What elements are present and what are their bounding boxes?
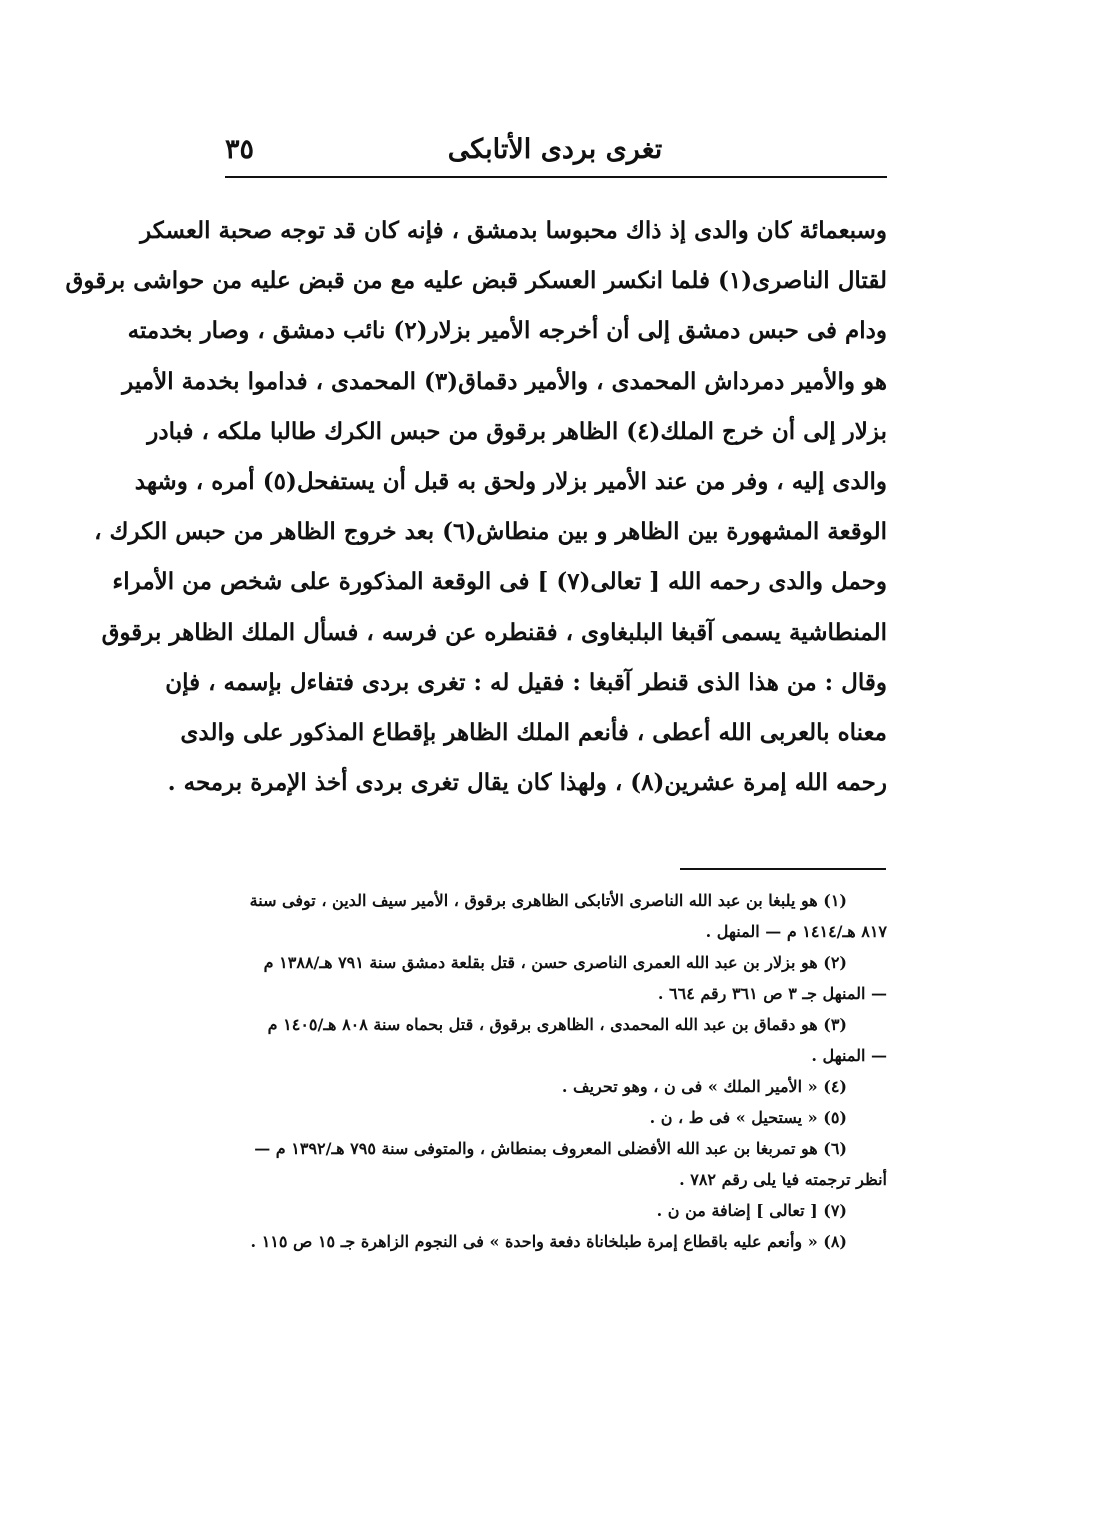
footnote-rule xyxy=(680,868,886,870)
footnote-8: (٨) « وأنعم عليه باقطاع إمرة طبلخاناة دفعة واحدة » فى النجوم الزاهرة جـ ١٥ ص ١١٥ . xyxy=(250,1232,847,1251)
text-line: معناه بالعربى الله أعطى ، فأنعم الملك الظاهر بإقطاع المذكور على والدى xyxy=(180,718,887,746)
page-number: ٣٥ xyxy=(225,134,255,165)
footnote-3-cont: — المنهل . xyxy=(811,1046,887,1065)
footnote-5: (٥) « يستحيل » فى ط ، ن . xyxy=(649,1108,847,1127)
footnote-2: (٢) هو بزلار بن عبد الله العمرى الناصرى حسن ، قتل بقلعة دمشق سنة ٧٩١ هـ/١٣٨٨ م xyxy=(263,953,847,972)
text-line: بزلار إلى أن خرج الملك(٤) الظاهر برقوق من حبس الكرك طالبا ملكه ، فبادر xyxy=(147,417,887,445)
text-line: وحمل والدى رحمه الله [ تعالى(٧) ] فى الوقعة المذكورة على شخص من الأمراء xyxy=(112,568,887,596)
footnote-4: (٤) « الأمير الملك » فى ن ، وهو تحريف . xyxy=(561,1077,847,1096)
text-line: والدى إليه ، وفر من عند الأمير بزلار ولحق به قبل أن يستفحل(٥) أمره ، وشهد xyxy=(134,467,887,495)
text-line: هو والأمير دمرداش المحمدى ، والأمير دقماق(٣) المحمدى ، فداموا بخدمة الأمير xyxy=(122,367,887,395)
text-line: ودام فى حبس دمشق إلى أن أخرجه الأمير بزلار(٢) نائب دمشق ، وصار بخدمته xyxy=(127,317,887,345)
footnote-3: (٣) هو دقماق بن عبد الله المحمدى ، الظاهرى برقوق ، قتل بحماه سنة ٨٠٨ هـ/١٤٠٥ م xyxy=(267,1015,847,1034)
text-line: وقال : من هذا الذى قنطر آقبغا : فقيل له : تغرى بردى فتفاءل بإسمه ، فإن xyxy=(165,668,887,696)
text-line: المنطاشية يسمى آقبغا البلبغاوى ، فقنطره عن فرسه ، فسأل الملك الظاهر برقوق xyxy=(101,618,887,646)
page-header xyxy=(225,128,885,172)
footnote-1-cont: ٨١٧ هـ/١٤١٤ م — المنهل . xyxy=(705,922,887,941)
footnote-2-cont: — المنهل جـ ٣ ص ٣٦١ رقم ٦٦٤ . xyxy=(657,984,887,1003)
text-line: رحمه الله إمرة عشرين(٨) ، ولهذا كان يقال تغرى بردى أخذ الإمرة برمحه . xyxy=(167,769,887,797)
text-line: لقتال الناصرى(١) فلما انكسر العسكر قبض عليه مع من قبض عليه من حواشى برقوق xyxy=(65,267,887,295)
footnotes xyxy=(222,885,887,1257)
running-title: تغرى بردى الأتابكى xyxy=(447,134,663,165)
text-line: وسبعمائة كان والدى إذ ذاك محبوسا بدمشق ، فإنه كان قد توجه صحبة العسكر xyxy=(140,217,887,244)
footnote-6: (٦) هو تمربغا بن عبد الله الأفضلى المعروف بمنطاش ، والمتوفى سنة ٧٩٥ هـ/١٣٩٢ م — xyxy=(254,1139,847,1158)
footnote-6-cont: أنظر ترجمته فيا يلى رقم ٧٨٢ . xyxy=(679,1170,887,1189)
header-rule xyxy=(225,176,887,178)
text-line: الوقعة المشهورة بين الظاهر و بين منطاش(٦) بعد خروج الظاهر من حبس الكرك ، xyxy=(94,518,887,546)
main-text xyxy=(65,206,887,808)
footnote-1: (١) هو يلبغا بن عبد الله الناصرى الأتابكى الظاهرى برقوق ، الأمير سيف الدين ، توفى سنة xyxy=(249,891,847,910)
footnote-7: (٧) [ تعالى ] إضافة من ن . xyxy=(656,1201,847,1220)
